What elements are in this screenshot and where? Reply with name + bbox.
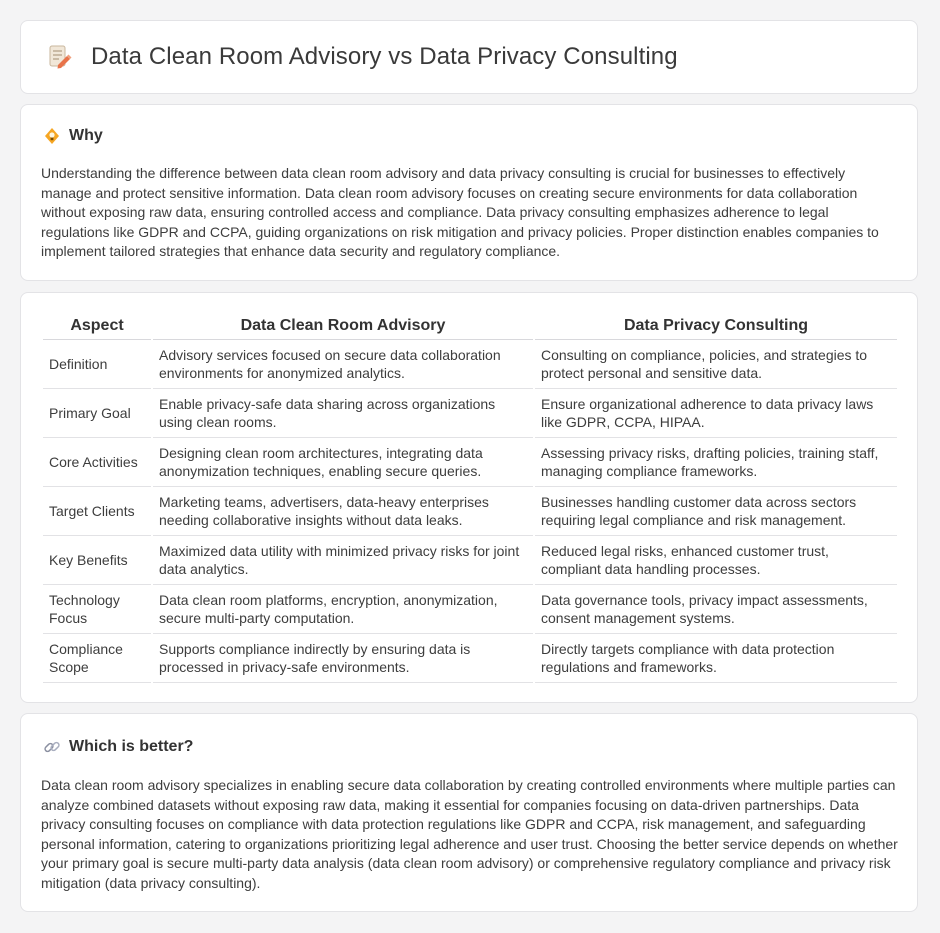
row-clean-room: Advisory services focused on secure data collaboration environments for anonymized analytics. — [153, 340, 533, 389]
page-title: Data Clean Room Advisory vs Data Privacy Consulting — [91, 43, 678, 70]
better-body: Data clean room advisory specializes in enabling secure data collaboration by creating controlled environments where multiple parties can analyze combined datasets without exposing raw data, making it essential for companies focusing on data-driven partnerships. Data privacy consulting focuses on compliance with data protection regulations like GDPR and CCPA, risk management, and safeguarding personal information, catering to organizations prioritizing legal adherence and user trust. Choosing the better service depends on whether your primary goal is secure multi-party data analysis (data clean room advisory) or comprehensive regulatory compliance and privacy risk mitigation (data privacy consulting). — [41, 777, 898, 891]
row-clean-room: Data clean room platforms, encryption, anonymization, secure multi-party computation. — [153, 585, 533, 634]
header-aspect: Aspect — [43, 313, 151, 340]
row-privacy: Data governance tools, privacy impact assessments, consent management systems. — [535, 585, 897, 634]
table-row — [43, 585, 897, 634]
title-row — [45, 43, 678, 71]
table-row — [43, 487, 897, 536]
comparison-table — [41, 313, 899, 683]
table-row — [43, 438, 897, 487]
better-header — [43, 738, 193, 756]
why-body: Understanding the difference between data clean room advisory and data privacy consulting is crucial for businesses to effectively manage and protect sensitive information. Data clean room advisory focuses on creating secure environments for data collaboration without exposing raw data, ensuring controlled access and compliance. Data privacy consulting emphasizes adherence to legal regulations like GDPR and CCPA, guiding organizations on risk mitigation and privacy policies. Proper distinction enables companies to implement tailored strategies that enhance data security and regulatory compliance. — [41, 165, 879, 259]
title-card — [20, 20, 918, 94]
table-row — [43, 389, 897, 438]
row-aspect: Primary Goal — [43, 389, 151, 438]
lightbulb-icon — [43, 127, 61, 145]
table-header-row — [43, 313, 897, 340]
header-privacy: Data Privacy Consulting — [535, 313, 897, 340]
why-header — [43, 127, 103, 145]
link-icon — [43, 738, 61, 756]
row-clean-room: Marketing teams, advertisers, data-heavy enterprises needing collaborative insights without data leaks. — [153, 487, 533, 536]
why-card — [20, 104, 918, 281]
row-aspect: Compliance Scope — [43, 634, 151, 683]
row-aspect: Core Activities — [43, 438, 151, 487]
row-clean-room: Designing clean room architectures, integrating data anonymization techniques, enabling secure queries. — [153, 438, 533, 487]
row-privacy: Assessing privacy risks, drafting policies, training staff, managing compliance frameworks. — [535, 438, 897, 487]
better-heading: Which is better? — [69, 738, 194, 755]
row-clean-room: Enable privacy-safe data sharing across organizations using clean rooms. — [153, 389, 533, 438]
row-aspect: Definition — [43, 340, 151, 389]
row-aspect: Key Benefits — [43, 536, 151, 585]
why-heading: Why — [69, 127, 103, 144]
row-privacy: Directly targets compliance with data protection regulations and frameworks. — [535, 634, 897, 683]
header-clean-room: Data Clean Room Advisory — [153, 313, 533, 340]
row-aspect: Technology Focus — [43, 585, 151, 634]
comparison-card — [20, 292, 918, 703]
table-row — [43, 634, 897, 683]
table-row — [43, 536, 897, 585]
row-privacy: Reduced legal risks, enhanced customer trust, compliant data handling processes. — [535, 536, 897, 585]
document-edit-icon — [45, 43, 73, 71]
row-clean-room: Supports compliance indirectly by ensuring data is processed in privacy-safe environments. — [153, 634, 533, 683]
row-aspect: Target Clients — [43, 487, 151, 536]
row-privacy: Ensure organizational adherence to data privacy laws like GDPR, CCPA, HIPAA. — [535, 389, 897, 438]
which-better-card — [20, 713, 918, 912]
table-row — [43, 340, 897, 389]
row-privacy: Consulting on compliance, policies, and strategies to protect personal and sensitive data. — [535, 340, 897, 389]
row-clean-room: Maximized data utility with minimized privacy risks for joint data analytics. — [153, 536, 533, 585]
row-privacy: Businesses handling customer data across sectors requiring legal compliance and risk management. — [535, 487, 897, 536]
